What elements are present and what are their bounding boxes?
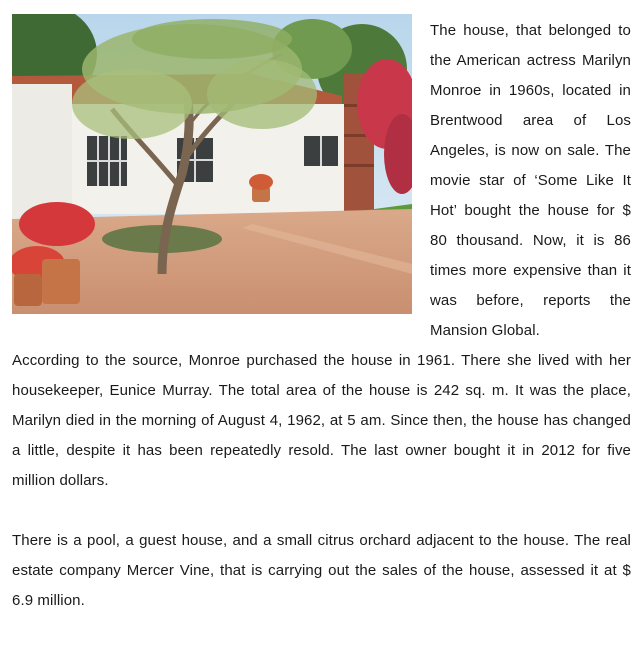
paragraph-features: There is a pool, a guest house, and a small citrus orchard adjacent to the house. The real estate company Mercer Vine, that is carrying out the sales of the house, assessed it at $ 6.9 million.: [12, 532, 631, 609]
paragraph-history: According to the source, Monroe purchased the house in 1961. There she lived with her housekeeper, Eunice Murray. The total area of the house is 242 sq. m. It was the place, Marilyn died in the morning of August 4, 1962, at 5 am. Since then, the house has changed a little, despite it has been repeatedly resold. The last owner bought it in 2012 for five million dollars.: [12, 352, 631, 489]
paragraph-intro: The house, that belonged to the American actress Marilyn Monroe in 1960s, located in Brentwood area of Los Angeles, is now on sale. The movie star of ‘Some Like It Hot’ bought the house for $ 80 thousand. Now, it is 86 times more expensive than it was before, reports the Mansion Global.: [430, 22, 631, 339]
house-photo: [12, 14, 412, 314]
